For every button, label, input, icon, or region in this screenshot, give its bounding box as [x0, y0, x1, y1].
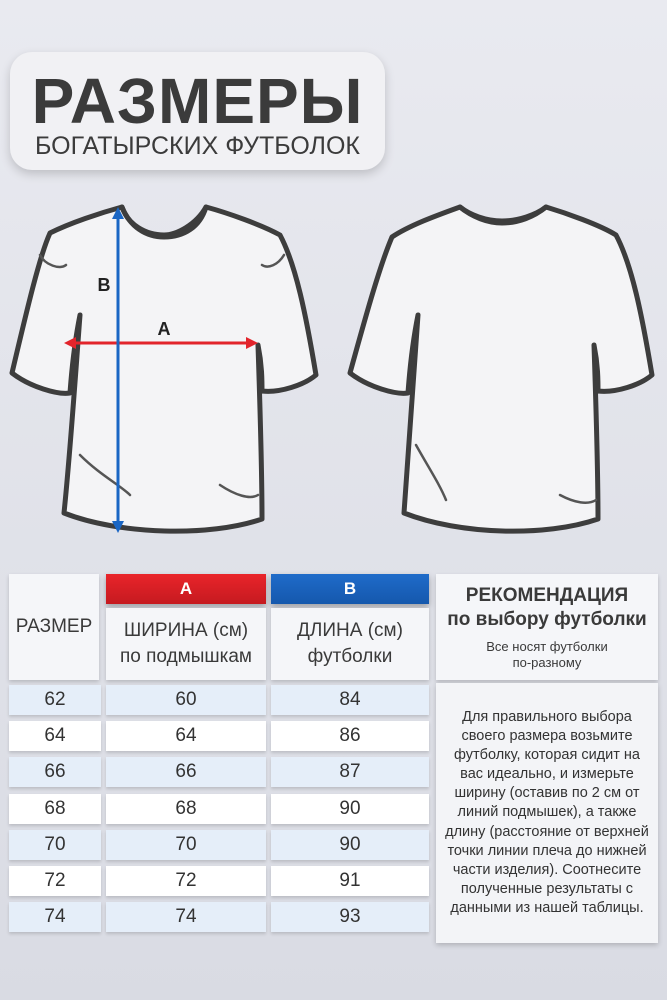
- table-cell-size: 64: [9, 721, 101, 751]
- table-cell-size: 72: [9, 866, 101, 896]
- label-a: A: [157, 319, 171, 339]
- table-cell-width: 64: [106, 721, 266, 751]
- tshirt-diagram: [0, 195, 667, 545]
- page-title: РАЗМЕРЫ: [31, 65, 364, 137]
- tag-a: [106, 574, 266, 604]
- recommendation-header: [436, 574, 658, 680]
- table-cell-size: 74: [9, 902, 101, 932]
- recommendation-body-text: Для правильного выбора своего размера возьмите футболку, которая сидит на вас идеально, и измерьте ширину (оставив по 2 см от линий подмышек), а также длину (расстояние от верхней точки линии плеча до нижней части изделия). Соотнесите полученные результаты с данными из нашей таблицы.: [445, 708, 649, 917]
- recommendation-title-line2: по выбору футболки: [447, 609, 647, 631]
- header-width-line2: по подмышкам: [120, 646, 252, 667]
- table-cell-size: 68: [9, 794, 101, 824]
- recommendation-title: [447, 584, 646, 633]
- header-width: [106, 608, 266, 680]
- label-b: B: [97, 275, 111, 295]
- table-cell-width: 70: [106, 830, 266, 860]
- header-length-line1: ДЛИНА (см): [297, 620, 403, 642]
- table-cell-size: 62: [9, 685, 101, 715]
- header-size: [9, 574, 99, 680]
- tag-b: [271, 574, 429, 604]
- header-length-line2: футболки: [307, 646, 393, 667]
- recommendation-note-line1: Все носят футболки: [486, 639, 608, 655]
- table-cell-width: 74: [106, 902, 266, 932]
- table-cell-length: 93: [271, 902, 429, 932]
- tag-b-label: B: [343, 579, 357, 598]
- recommendation-note: [486, 639, 607, 670]
- table-cell-width: 60: [106, 685, 266, 715]
- recommendation-title-line1: РЕКОМЕНДАЦИЯ: [465, 584, 629, 606]
- table-cell-length: 84: [271, 685, 429, 715]
- table-cell-length: 90: [271, 830, 429, 860]
- page-subtitle: БОГАТЫРСКИХ ФУТБОЛОК: [35, 132, 360, 160]
- header-length: [271, 608, 429, 680]
- table-cell-length: 91: [271, 866, 429, 896]
- recommendation-body: [436, 683, 658, 943]
- header-size-label: РАЗМЕР: [15, 616, 93, 638]
- table-cell-width: 66: [106, 757, 266, 787]
- header-width-line1: ШИРИНА (см): [123, 620, 249, 642]
- tshirt-front: [12, 207, 316, 531]
- recommendation-note-line2: по-разному: [512, 654, 582, 670]
- table-cell-length: 86: [271, 721, 429, 751]
- table-cell-length: 90: [271, 794, 429, 824]
- table-cell-width: 72: [106, 866, 266, 896]
- table-cell-width: 68: [106, 794, 266, 824]
- title-card: [10, 52, 385, 170]
- table-cell-size: 66: [9, 757, 101, 787]
- tshirt-back: [350, 207, 652, 531]
- table-cell-size: 70: [9, 830, 101, 860]
- tag-a-label: A: [179, 579, 193, 598]
- table-cell-length: 87: [271, 757, 429, 787]
